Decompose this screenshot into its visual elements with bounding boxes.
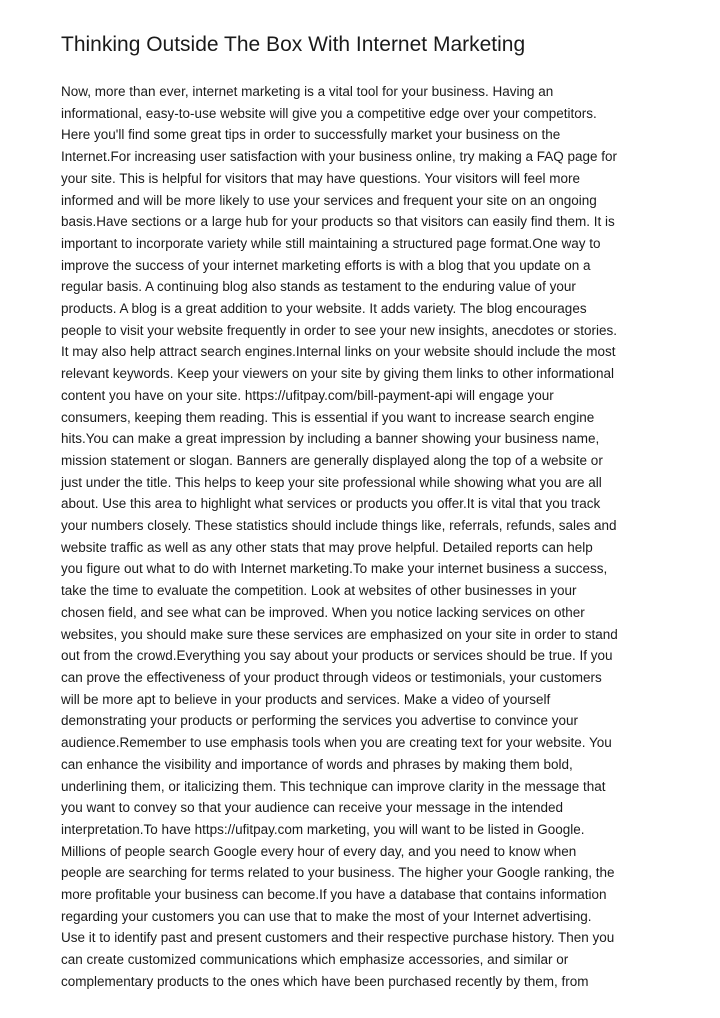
- body-line: people are searching for terms related to your business. The higher your Google ranking, the: [61, 865, 615, 881]
- body-line: audience.Remember to use emphasis tools when you are creating text for your website. You: [61, 735, 612, 751]
- body-line: basis.Have sections or a large hub for your products so that visitors can easily find them. It is: [61, 214, 615, 230]
- body-line: hits.You can make a great impression by including a banner showing your business name,: [61, 431, 600, 447]
- body-line: people to visit your website frequently in order to see your new insights, anecdotes or stories.: [61, 322, 618, 338]
- body-line: out from the crowd.Everything you say about your products or services should be true. If you: [61, 648, 613, 664]
- body-line: improve the success of your internet marketing efforts is with a blog that you update on a: [61, 257, 591, 273]
- body-line: chosen field, and see what can be improved. When you notice lacking services on other: [61, 604, 585, 620]
- body-line: content you have on your site. https://ufitpay.com/bill-payment-api will engage your: [61, 387, 554, 403]
- body-line: It may also help attract search engines.Internal links on your website should include the most: [61, 344, 616, 360]
- body-line: just under the title. This helps to keep your site professional while showing what you are all: [61, 474, 602, 490]
- body-line: Use it to identify past and present customers and their respective purchase history. Then you: [61, 930, 615, 946]
- body-line: informed and will be more likely to use your services and frequent your site on an ongoing: [61, 192, 597, 208]
- body-line: regarding your customers you can use that to make the most of your Internet advertising.: [61, 908, 592, 924]
- body-line: your site. This is helpful for visitors that may have questions. Your visitors will feel more: [61, 170, 580, 186]
- body-line: demonstrating your products or performing the services you advertise to convince your: [61, 713, 579, 729]
- body-line: consumers, keeping them reading. This is essential if you want to increase search engine: [61, 409, 595, 425]
- body-line: your numbers closely. These statistics should include things like, referrals, refunds, sales and: [61, 518, 617, 534]
- body-line: Internet.For increasing user satisfaction with your business online, try making a FAQ page for: [61, 149, 618, 165]
- body-line: products. A blog is a great addition to your website. It adds variety. The blog encourages: [61, 301, 587, 317]
- body-line: Now, more than ever, internet marketing is a vital tool for your business. Having an: [61, 84, 554, 99]
- body-line: complementary products to the ones which have been purchased recently by them, from: [61, 973, 589, 989]
- body-line: interpretation.To have https://ufitpay.com marketing, you will want to be listed in Google.: [61, 821, 585, 837]
- body-line: important to incorporate variety while still maintaining a structured page format.One way to: [61, 235, 601, 251]
- body-line: underlining them, or italicizing them. This technique can improve clarity in the message that: [61, 778, 606, 794]
- body-line: can enhance the visibility and importance of words and phrases by making them bold,: [61, 756, 573, 772]
- body-line: website traffic as well as any other stats that may prove helpful. Detailed reports can help: [61, 539, 593, 555]
- body-line: about. Use this area to highlight what services or products you offer.It is vital that you track: [61, 496, 601, 512]
- body-line: take the time to evaluate the competition. Look at websites of other businesses in your: [61, 583, 577, 599]
- body-line: more profitable your business can become.If you have a database that contains information: [61, 887, 607, 903]
- body-line: websites, you should make sure these services are emphasized on your site in order to stand: [61, 626, 618, 642]
- body-line: can create customized communications which emphasize accessories, and similar or: [61, 952, 569, 968]
- body-line: Here you'll find some great tips in order to successfully market your business on the: [61, 127, 561, 143]
- body-line: relevant keywords. Keep your viewers on your site by giving them links to other informational: [61, 366, 615, 382]
- body-line: Millions of people search Google every hour of every day, and you need to know when: [61, 843, 577, 859]
- document-body: [61, 81, 661, 993]
- body-line: regular basis. A continuing blog also stands as testament to the enduring value of your: [61, 279, 576, 295]
- body-line: can prove the effectiveness of your product through videos or testimonials, your customers: [61, 669, 602, 685]
- document-title: Thinking Outside The Box With Internet Marketing: [61, 33, 526, 56]
- body-line: informational, easy-to-use website will give you a competitive edge over your competitors.: [61, 105, 597, 121]
- body-line: will be more apt to believe in your products and services. Make a video of yourself: [61, 691, 551, 707]
- body-line: you want to convey so that your audience can receive your message in the intended: [61, 800, 564, 816]
- body-line: you figure out what to do with Internet marketing.To make your internet business a success,: [61, 561, 608, 577]
- body-line: mission statement or slogan. Banners are generally displayed along the top of a website or: [61, 452, 603, 468]
